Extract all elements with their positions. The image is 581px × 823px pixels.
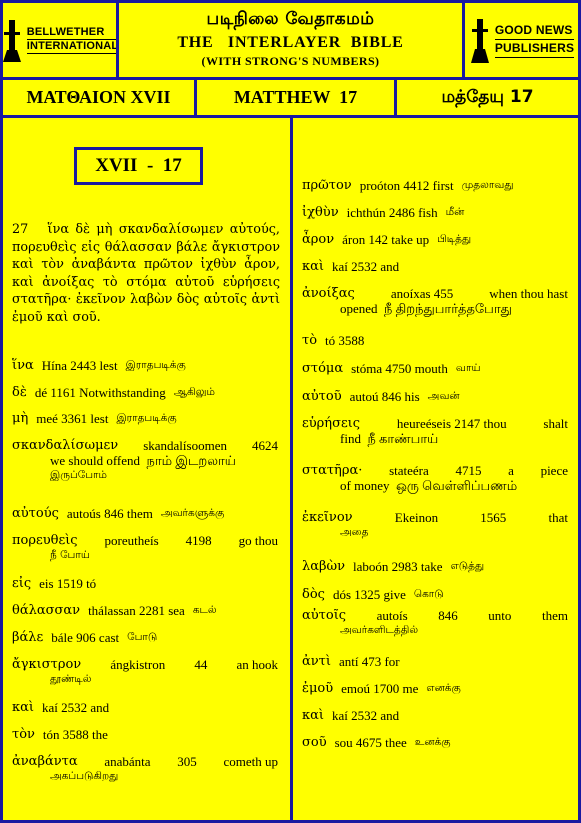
word-entry-continuation: அகப்படுகிறது bbox=[50, 770, 119, 782]
greek-word: ἀναβάντα bbox=[12, 754, 78, 769]
word-entry bbox=[12, 385, 278, 400]
greek-word: ἀντὶ bbox=[302, 654, 331, 669]
greek-word: αὐτοῖς bbox=[302, 608, 347, 623]
word-entry-line bbox=[302, 389, 568, 404]
greek-word: τὸν bbox=[12, 727, 35, 742]
gloss-part: kaí 2532 and bbox=[332, 259, 400, 274]
gloss-part: them bbox=[541, 608, 568, 623]
word-entry-line bbox=[302, 286, 568, 301]
word-entry-line bbox=[12, 358, 278, 373]
word-entry bbox=[302, 510, 568, 540]
right-logo-line1: GOOD NEWS bbox=[495, 22, 574, 40]
bellwether-logo-icon bbox=[1, 18, 23, 62]
tamil-book-header bbox=[394, 77, 581, 118]
gloss-part: அவர்களுக்கு bbox=[160, 507, 225, 519]
word-entry bbox=[302, 361, 568, 376]
word-entry-continuation: அவர்களிடத்தில் bbox=[340, 624, 419, 636]
gloss-part: thálassan 2281 sea bbox=[88, 603, 185, 618]
word-entry bbox=[12, 657, 278, 687]
word-entry-line bbox=[12, 411, 278, 426]
word-entry bbox=[302, 416, 568, 446]
gloss-part: போடு bbox=[127, 631, 158, 643]
greek-word: ἄγκιστρον bbox=[12, 657, 82, 672]
greek-word: ἆρον bbox=[302, 232, 335, 247]
gloss-part: 846 bbox=[438, 608, 458, 623]
left-logo-line2: INTERNATIONAL bbox=[26, 40, 119, 52]
gloss-part: autoís bbox=[376, 608, 408, 623]
word-entry bbox=[302, 681, 568, 696]
word-entry-line bbox=[302, 259, 568, 274]
word-entry-continuation: find நீ காண்பாய் bbox=[340, 431, 439, 446]
word-entry bbox=[302, 205, 568, 220]
gloss-part: ángkistron bbox=[110, 657, 166, 672]
word-entry bbox=[302, 259, 568, 274]
greek-word: αὐτούς bbox=[12, 506, 59, 521]
greek-word: καὶ bbox=[12, 700, 35, 715]
word-entry-continuation: we should offend நாம் இடறலாய் bbox=[50, 453, 236, 468]
gloss-part: எனக்கு bbox=[426, 682, 461, 694]
word-entry-continuation: தூண்டில் bbox=[50, 673, 92, 685]
word-entry-line bbox=[302, 361, 568, 376]
word-entry bbox=[302, 735, 568, 750]
gloss-part: eis 1519 tó bbox=[39, 576, 97, 591]
greek-word: εὑρήσεις bbox=[302, 416, 361, 431]
word-entry-line bbox=[12, 438, 278, 453]
word-entry bbox=[12, 438, 278, 483]
gloss-part: அவன் bbox=[427, 390, 460, 402]
gloss-part: வாய் bbox=[455, 362, 481, 374]
gloss-part: stóma 4750 mouth bbox=[351, 361, 448, 376]
word-entry-line bbox=[12, 657, 278, 672]
gloss-part: ichthún 2486 fish bbox=[346, 205, 438, 220]
word-entry-line bbox=[302, 681, 568, 696]
word-entry-line bbox=[12, 603, 278, 618]
gloss-part: proóton 4412 first bbox=[359, 178, 454, 193]
word-entry-line bbox=[12, 533, 278, 548]
word-entry-line bbox=[12, 754, 278, 769]
greek-word: στόμα bbox=[302, 361, 344, 376]
gloss-part: 4624 bbox=[251, 438, 278, 453]
word-entry bbox=[302, 389, 568, 404]
gloss-part: autoú 846 his bbox=[349, 389, 420, 404]
gloss-part: இராதபடிக்கு bbox=[125, 359, 186, 371]
gloss-part: உனக்கு bbox=[414, 736, 451, 748]
gloss-part: anoíxas 455 bbox=[390, 286, 454, 301]
word-entry-line bbox=[302, 232, 568, 247]
word-entry-continuation: opened நீ திறந்துபார்த்தபோது bbox=[340, 301, 512, 316]
word-entry bbox=[12, 754, 278, 784]
gloss-part: sou 4675 thee bbox=[334, 735, 407, 750]
word-entry-line bbox=[12, 385, 278, 400]
word-entry bbox=[12, 533, 278, 563]
greek-word: λαβὼν bbox=[302, 559, 346, 574]
greek-word: τὸ bbox=[302, 333, 318, 348]
word-entry-line bbox=[12, 700, 278, 715]
greek-word: ἐκεῖνον bbox=[302, 510, 353, 525]
gloss-part: 4715 bbox=[455, 463, 482, 478]
greek-word: εἰς bbox=[12, 576, 32, 591]
greek-word: ἰχθὺν bbox=[302, 205, 339, 220]
title-box bbox=[116, 0, 465, 80]
right-logo-line2: PUBLISHERS bbox=[495, 40, 574, 58]
gloss-part: antí 473 for bbox=[338, 654, 400, 669]
gloss-part: tó 3588 bbox=[325, 333, 365, 348]
greek-word: καὶ bbox=[302, 259, 325, 274]
word-entry bbox=[302, 178, 568, 193]
greek-word: σκανδαλίσωμεν bbox=[12, 438, 119, 453]
gloss-part: that bbox=[548, 510, 568, 525]
greek-word: δὸς bbox=[302, 587, 325, 602]
gloss-part: கொடு bbox=[413, 588, 444, 600]
gloss-part: laboón 2983 take bbox=[353, 559, 443, 574]
word-entry bbox=[12, 630, 278, 645]
greek-word: ἵνα bbox=[12, 358, 34, 373]
word-entry bbox=[12, 358, 278, 373]
gloss-part: when thou hast bbox=[489, 286, 568, 301]
word-entry-line bbox=[302, 735, 568, 750]
gloss-part: 4198 bbox=[185, 533, 212, 548]
word-entry bbox=[302, 608, 568, 638]
word-entry-line bbox=[12, 630, 278, 645]
word-entry bbox=[12, 576, 278, 591]
gloss-part: எடுத்து bbox=[450, 560, 485, 572]
gloss-part: a bbox=[508, 463, 514, 478]
gloss-part: poreutheís bbox=[104, 533, 159, 548]
word-entry-line bbox=[302, 559, 568, 574]
word-entry bbox=[302, 654, 568, 669]
gloss-part: kaí 2532 and bbox=[332, 708, 400, 723]
gloss-part: anabánta bbox=[104, 754, 151, 769]
word-entry-line bbox=[302, 587, 568, 602]
gloss-part: piece bbox=[540, 463, 568, 478]
word-entry bbox=[12, 727, 278, 742]
word-entry bbox=[302, 286, 568, 316]
gloss-part: emoú 1700 me bbox=[341, 681, 419, 696]
title-english: THE INTERLAYER BIBLE bbox=[177, 34, 404, 51]
word-entry-line bbox=[302, 205, 568, 220]
word-entry-line bbox=[302, 416, 568, 431]
greek-book-title: ΜΑΤΘΑΙΟΝ XVII bbox=[26, 87, 171, 107]
word-entry-line bbox=[12, 506, 278, 521]
tamil-book-title: மத்தேயு 17 bbox=[441, 86, 534, 107]
greek-word: πορευθεὶς bbox=[12, 533, 78, 548]
gloss-part: முதலாவது bbox=[461, 179, 514, 191]
gloss-part: 1565 bbox=[480, 510, 507, 525]
word-entry-continuation: இருப்போம் bbox=[50, 469, 107, 481]
gloss-part: unto bbox=[488, 608, 512, 623]
word-entry-line bbox=[302, 608, 568, 623]
word-entry-line bbox=[302, 178, 568, 193]
greek-word: σοῦ bbox=[302, 735, 327, 750]
word-entry-continuation: அதை bbox=[340, 526, 369, 538]
gloss-part: dós 1325 give bbox=[332, 587, 406, 602]
word-entry bbox=[302, 463, 568, 493]
gloss-part: மீன் bbox=[445, 206, 465, 218]
gloss-part: stateéra bbox=[389, 463, 429, 478]
chapter-label: XVII - 17 bbox=[74, 147, 203, 185]
gloss-part: shalt bbox=[543, 416, 568, 431]
gloss-part: 305 bbox=[177, 754, 197, 769]
gloss-part: heureéseis 2147 thou bbox=[396, 416, 507, 431]
gloss-part: Ekeinon bbox=[394, 510, 439, 525]
greek-word: πρῶτον bbox=[302, 178, 352, 193]
word-entry-line bbox=[302, 708, 568, 723]
gloss-part: கடல் bbox=[192, 604, 217, 616]
english-book-title: MATTHEW 17 bbox=[233, 87, 358, 107]
gloss-part: tón 3588 the bbox=[42, 727, 108, 742]
gloss-part: autoús 846 them bbox=[66, 506, 153, 521]
greek-book-header bbox=[0, 77, 197, 118]
greek-word: αὐτοῦ bbox=[302, 389, 342, 404]
greek-word: καὶ bbox=[302, 708, 325, 723]
good-news-logo-icon bbox=[469, 17, 491, 63]
gloss-part: cometh up bbox=[223, 754, 278, 769]
word-entry-line bbox=[12, 576, 278, 591]
word-entry bbox=[302, 333, 568, 348]
gloss-part: skandalísoomen bbox=[143, 438, 227, 453]
word-entry bbox=[12, 603, 278, 618]
gloss-part: an hook bbox=[236, 657, 278, 672]
greek-word: στατῆρα· bbox=[302, 463, 363, 478]
gloss-part: bále 906 cast bbox=[51, 630, 120, 645]
gloss-part: ஆகிலும் bbox=[173, 386, 215, 398]
verse-text: 27 ἵνα δὲ μὴ σκανδαλίσωμεν αὐτούς, πορευθεὶς εἰς θάλασσαν βάλε ἄγκιστρον καὶ τὸν ἀναβάντα πρῶτον ἰχθὺν ἆρον, καὶ ἀνοίξας τὸ στόμα αὐτοῦ εὑρήσεις στατῆρα· ἐκεῖνον λαβὼν δὸς αὐτοῖς ἀντὶ ἐμοῦ καὶ σοῦ. bbox=[12, 222, 285, 325]
word-entry bbox=[12, 506, 278, 521]
word-entry-line bbox=[12, 727, 278, 742]
gloss-part: இராதபடிக்கு bbox=[116, 412, 177, 424]
gloss-part: Hína 2443 lest bbox=[41, 358, 118, 373]
word-entry bbox=[302, 587, 568, 602]
greek-word: μὴ bbox=[12, 411, 29, 426]
word-entry bbox=[302, 232, 568, 247]
gloss-part: áron 142 take up bbox=[342, 232, 430, 247]
right-logo bbox=[462, 0, 581, 80]
gloss-part: kaí 2532 and bbox=[42, 700, 110, 715]
gloss-part: go thou bbox=[238, 533, 278, 548]
gloss-part: பிடித்து bbox=[437, 233, 472, 245]
english-book-header bbox=[194, 77, 397, 118]
left-logo-line1: BELLWETHER bbox=[27, 26, 119, 40]
word-entry bbox=[12, 700, 278, 715]
subtitle: (WITH STRONG'S NUMBERS) bbox=[201, 54, 380, 68]
word-entry-continuation: நீ போய் bbox=[50, 549, 90, 561]
greek-word: ἐμοῦ bbox=[302, 681, 334, 696]
word-entry-line bbox=[302, 654, 568, 669]
greek-word: δὲ bbox=[12, 385, 27, 400]
gloss-part: dé 1161 Notwithstanding bbox=[34, 385, 166, 400]
word-entry-line bbox=[302, 463, 568, 478]
word-entry bbox=[302, 708, 568, 723]
title-tamil: படிநிலை வேதாகமம் bbox=[206, 9, 375, 29]
greek-word: θάλασσαν bbox=[12, 603, 81, 618]
word-entry-line bbox=[302, 510, 568, 525]
greek-word: ἀνοίξας bbox=[302, 286, 355, 301]
word-entry bbox=[12, 411, 278, 426]
gloss-part: meé 3361 lest bbox=[36, 411, 109, 426]
word-entry-line bbox=[302, 333, 568, 348]
greek-word: βάλε bbox=[12, 630, 44, 645]
left-logo bbox=[0, 0, 119, 80]
gloss-part: 44 bbox=[194, 657, 208, 672]
word-entry-continuation: of money ஒரு வெள்ளிப்பணம் bbox=[340, 478, 518, 493]
word-entry bbox=[302, 559, 568, 574]
